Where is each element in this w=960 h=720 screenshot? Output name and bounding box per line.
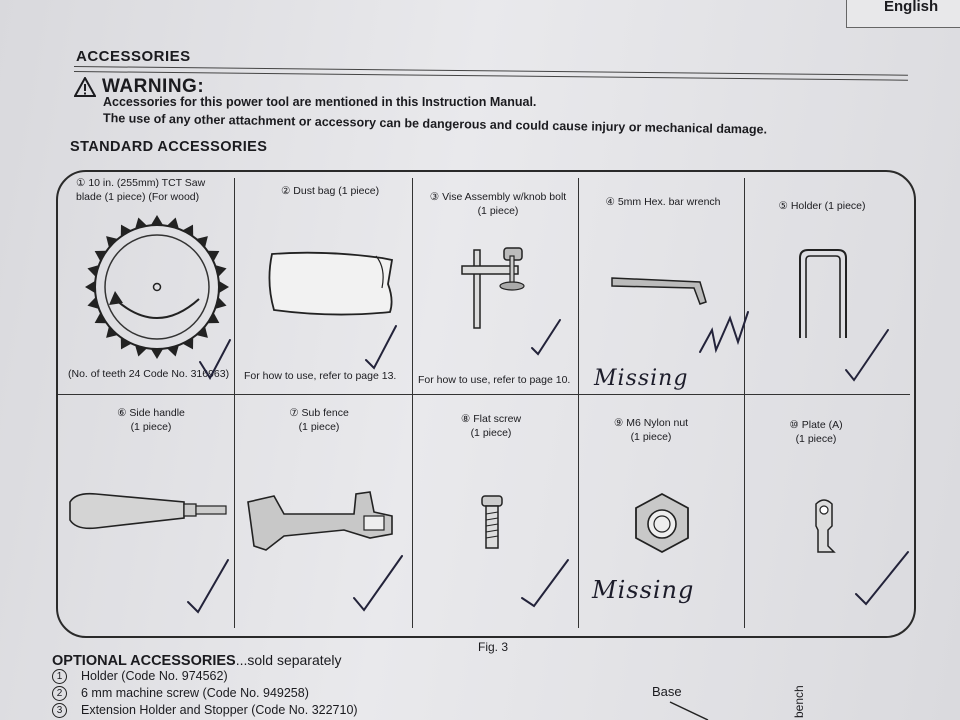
- optional-item: [52, 703, 358, 718]
- section-title: ACCESSORIES: [76, 48, 191, 65]
- optional-item-text: Extension Holder and Stopper (Code No. 322710): [81, 703, 358, 717]
- checkmark-icon: [522, 560, 568, 606]
- accessory-label-2: ② Dust bag (1 piece): [280, 185, 380, 197]
- figure-label-base: Base: [652, 684, 682, 699]
- scribble-icon: [700, 312, 748, 352]
- optional-item: [52, 669, 228, 684]
- item-number: 2: [52, 686, 67, 701]
- standard-accessories-heading: STANDARD ACCESSORIES: [70, 139, 268, 155]
- optional-heading-text: OPTIONAL ACCESSORIES: [52, 653, 236, 669]
- accessory-label-7: ⑦ Sub fence (1 piece): [289, 407, 349, 433]
- checkmark-icon: [200, 340, 230, 378]
- accessory-label-3: ③ Vise Assembly w/knob bolt (1 piece): [429, 191, 567, 217]
- figure-label-bench: bench: [792, 685, 806, 718]
- checkmark-icon: [856, 552, 908, 604]
- optional-subheading: ...sold separately: [235, 652, 342, 668]
- checkmark-icon: [366, 326, 396, 368]
- item-number: 1: [52, 669, 67, 684]
- accessory-label-4: ④ 5mm Hex. bar wrench: [605, 196, 721, 208]
- optional-item: [52, 686, 309, 701]
- warning-text-line-2: The use of any other attachment or accessory can be dangerous and could cause injury or mechanical damage.: [102, 111, 768, 137]
- accessory-note-2: For how to use, refer to page 13.: [244, 370, 397, 382]
- accessory-label-9: ⑨ M6 Nylon nut (1 piece): [613, 417, 689, 443]
- language-label: English: [884, 0, 939, 15]
- optional-item-text: Holder (Code No. 974562): [81, 669, 228, 683]
- item-number: 3: [52, 703, 67, 718]
- checkmark-icon: [354, 556, 402, 610]
- warning-title: WARNING:: [102, 76, 205, 97]
- accessory-note-3: For how to use, refer to page 10.: [418, 374, 571, 386]
- accessory-label-1: ① 10 in. (255mm) TCT Saw blade (1 piece) (For wood): [76, 177, 206, 203]
- optional-item-text: 6 mm machine screw (Code No. 949258): [81, 686, 309, 700]
- handwritten-note-9: Missing: [592, 576, 695, 604]
- handwritten-note-4: Missing: [594, 366, 689, 391]
- checkmark-icon: [532, 320, 560, 354]
- pointer-line: [668, 700, 728, 720]
- accessory-label-5: ⑤ Holder (1 piece): [778, 200, 866, 212]
- accessory-label-6: ⑥ Side handle (1 piece): [117, 407, 185, 433]
- accessory-label-8: ⑧ Flat screw (1 piece): [460, 413, 522, 439]
- warning-text-line-1: Accessories for this power tool are mentioned in this Instruction Manual.: [103, 95, 537, 109]
- accessory-note-1: (No. of teeth 24 Code No. 316963): [68, 368, 230, 380]
- optional-accessories-heading: [52, 652, 342, 669]
- figure-caption: Fig. 3: [478, 640, 509, 654]
- checkmark-icon: [846, 330, 888, 380]
- accessory-label-10: ⑩ Plate (A) (1 piece): [789, 419, 843, 445]
- checkmark-icon: [188, 560, 228, 612]
